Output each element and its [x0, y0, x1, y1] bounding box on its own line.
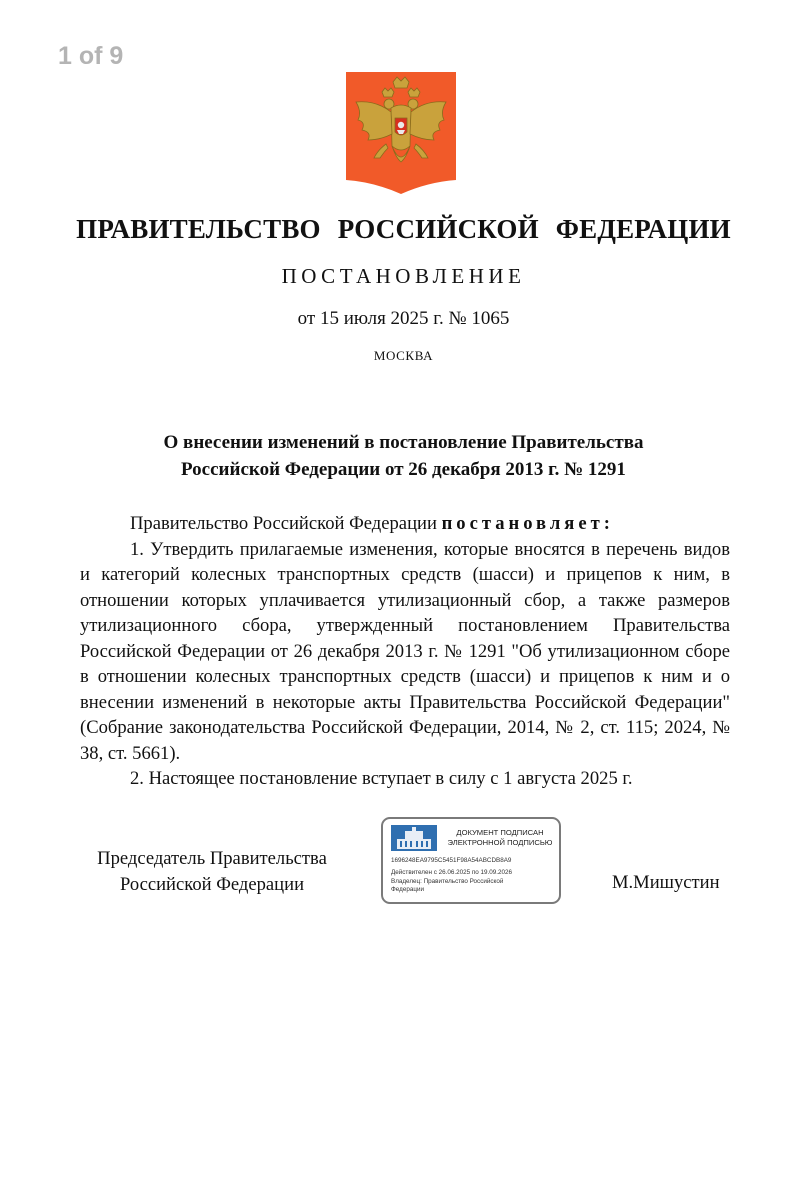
preamble-emphasis: постановляет:: [441, 513, 614, 534]
government-title: ПРАВИТЕЛЬСТВО РОССИЙСКОЙ ФЕДЕРАЦИИ: [76, 214, 731, 244]
page-indicator: 1 of 9: [58, 42, 124, 70]
signature-validity: Действителен с 26.06.2025 по 19.09.2026: [391, 869, 513, 876]
signature-header-line-2: ЭЛЕКТРОННОЙ ПОДПИСЬЮ: [447, 838, 553, 847]
signer-name: М.Мишустин: [612, 872, 720, 893]
document-type: ПОСТАНОВЛЕНИЕ: [281, 264, 526, 288]
signature-header: [445, 828, 555, 848]
signature-header-line-1: ДОКУМЕНТ ПОДПИСАН: [456, 828, 544, 837]
electronic-signature-stamp: [381, 817, 561, 904]
preamble: [80, 511, 730, 537]
coat-of-arms-icon: [346, 72, 456, 194]
document-subject: [0, 429, 807, 483]
signature-certificate: 1696248EA9795C5451F98A54ABCDB8A9: [391, 857, 512, 864]
clause-2: 2. Настоящее постановление вступает в силу с 1 августа 2025 г.: [130, 768, 633, 789]
preamble-text: Правительство Российской Федерации: [130, 513, 442, 534]
document-city: МОСКВА: [373, 348, 434, 363]
clause-1: 1. Утвердить прилагаемые изменения, которые вносятся в перечень видов и категорий колесных транспортных средств (шасси) и прицепов к ним, в отношении которых уплачивается утилизационный сбор, а также размеров утилизационного сбора, утвержденный постановлением Правительства Российской Федерации от 26 декабря 2013 г. № 1291 "Об утилизационном сборе в отношении колесных транспортных средств (шасси) и прицепов к ним и о внесении изменений в некоторые акты Правительства Российской Федерации" (Собрание законодательства Российской Федерации, 2014, № 2, ст. 115; 2024, № 38, ст. 5661).: [80, 538, 730, 764]
signer-title-line-1: Председатель Правительства: [97, 848, 327, 869]
signature-owner-line-1: Владелец: Правительство Российской: [391, 878, 504, 885]
subject-line-1: О внесении изменений в постановление Правительства: [163, 432, 644, 453]
signer-title: [82, 846, 342, 897]
government-building-icon: [391, 825, 437, 851]
signer-title-line-2: Российской Федерации: [119, 873, 305, 895]
signature-owner-line-2: Федерации: [391, 886, 424, 893]
subject-line-2: Российской Федерации от 26 декабря 2013 г. № 1291: [181, 459, 626, 480]
document-date-number: от 15 июля 2025 г. № 1065: [297, 308, 510, 329]
document-body: [80, 511, 730, 792]
